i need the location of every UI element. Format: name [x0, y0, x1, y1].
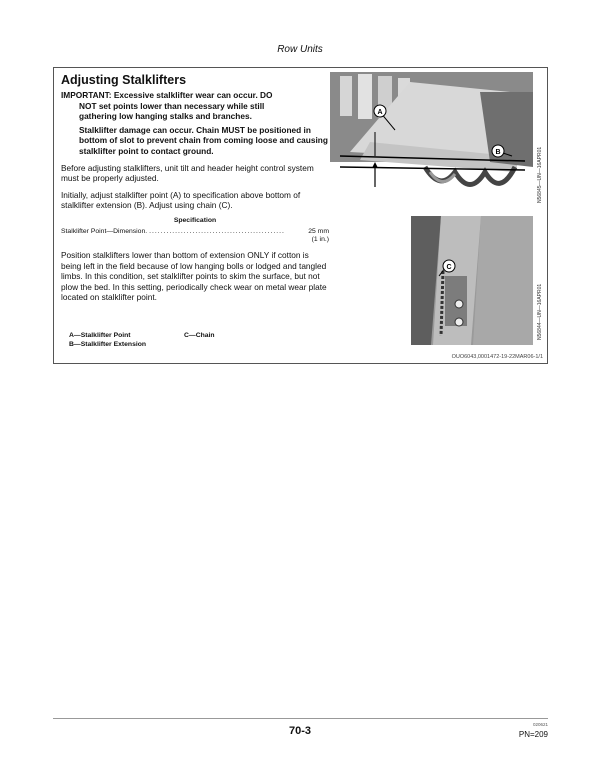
important-line-3: gathering low hanging stalks and branches.	[79, 111, 252, 122]
paragraph-position: Position stalklifters lower than bottom of extension ONLY if cotton is being left in the field because of low hanging bolls or lodged and tangled limbs. In this condition, set stalklifter points to skim the surface, but not plow the bed. In this setting, periodically check wear on metal wear plate located on stalklifter point.	[61, 250, 327, 303]
chain-photo	[411, 216, 533, 345]
figure-legend	[69, 332, 215, 349]
reference-code: OUO6043,0001472-19-22MAR06-1/1	[451, 354, 543, 360]
text-column	[61, 90, 329, 303]
spec-value-imperial: (1 in.)	[311, 236, 329, 244]
spec-value: 25 mm	[308, 227, 329, 235]
callout-a: A	[377, 109, 383, 116]
important-line-1: IMPORTANT: Excessive stalklifter wear can occur. DO	[61, 90, 273, 100]
figure-1-code: N56845—UN—16APR01	[537, 146, 543, 203]
footer-small-code: 020621	[532, 722, 548, 727]
figure-2-code: N56844—UN—16APR01	[537, 283, 543, 340]
page-number: 70-3	[288, 725, 312, 737]
running-header: Row Units	[277, 44, 323, 55]
legend-a: A—Stalklifter Point	[69, 332, 131, 339]
content-box	[53, 67, 548, 364]
important-line-2: NOT set points lower than necessary while still	[79, 100, 265, 111]
spec-heading: Specification	[173, 216, 217, 224]
spec-leader-dots: ...............................................	[149, 227, 285, 235]
callout-b: B	[495, 149, 501, 156]
paragraph-prerequisite: Before adjusting stalklifters, unit tilt and header height control system must be properly adjusted.	[61, 162, 314, 184]
callout-c: C	[446, 264, 452, 271]
stalklifter-photo	[330, 72, 533, 213]
footer-rule	[53, 718, 548, 719]
section-title: Adjusting Stalklifters	[61, 73, 187, 87]
important-notice	[61, 90, 329, 122]
paragraph-initial-adjust: Initially, adjust stalklifter point (A) to specification above bottom of stalklifter extension (B). Adjust using chain (C).	[61, 189, 301, 211]
legend-c: C—Chain	[184, 332, 215, 339]
spec-label: Stalklifter Point—Dimension.	[61, 227, 148, 235]
legend-b: B—Stalklifter Extension	[69, 340, 147, 348]
footer-pn: PN=209	[518, 730, 548, 739]
important-notice-2: Stalklifter damage can occur. Chain MUST be positioned in bottom of slot to prevent chain from coming loose and causing stalklifter point to contact ground.	[79, 124, 328, 156]
spec-row	[61, 228, 329, 237]
